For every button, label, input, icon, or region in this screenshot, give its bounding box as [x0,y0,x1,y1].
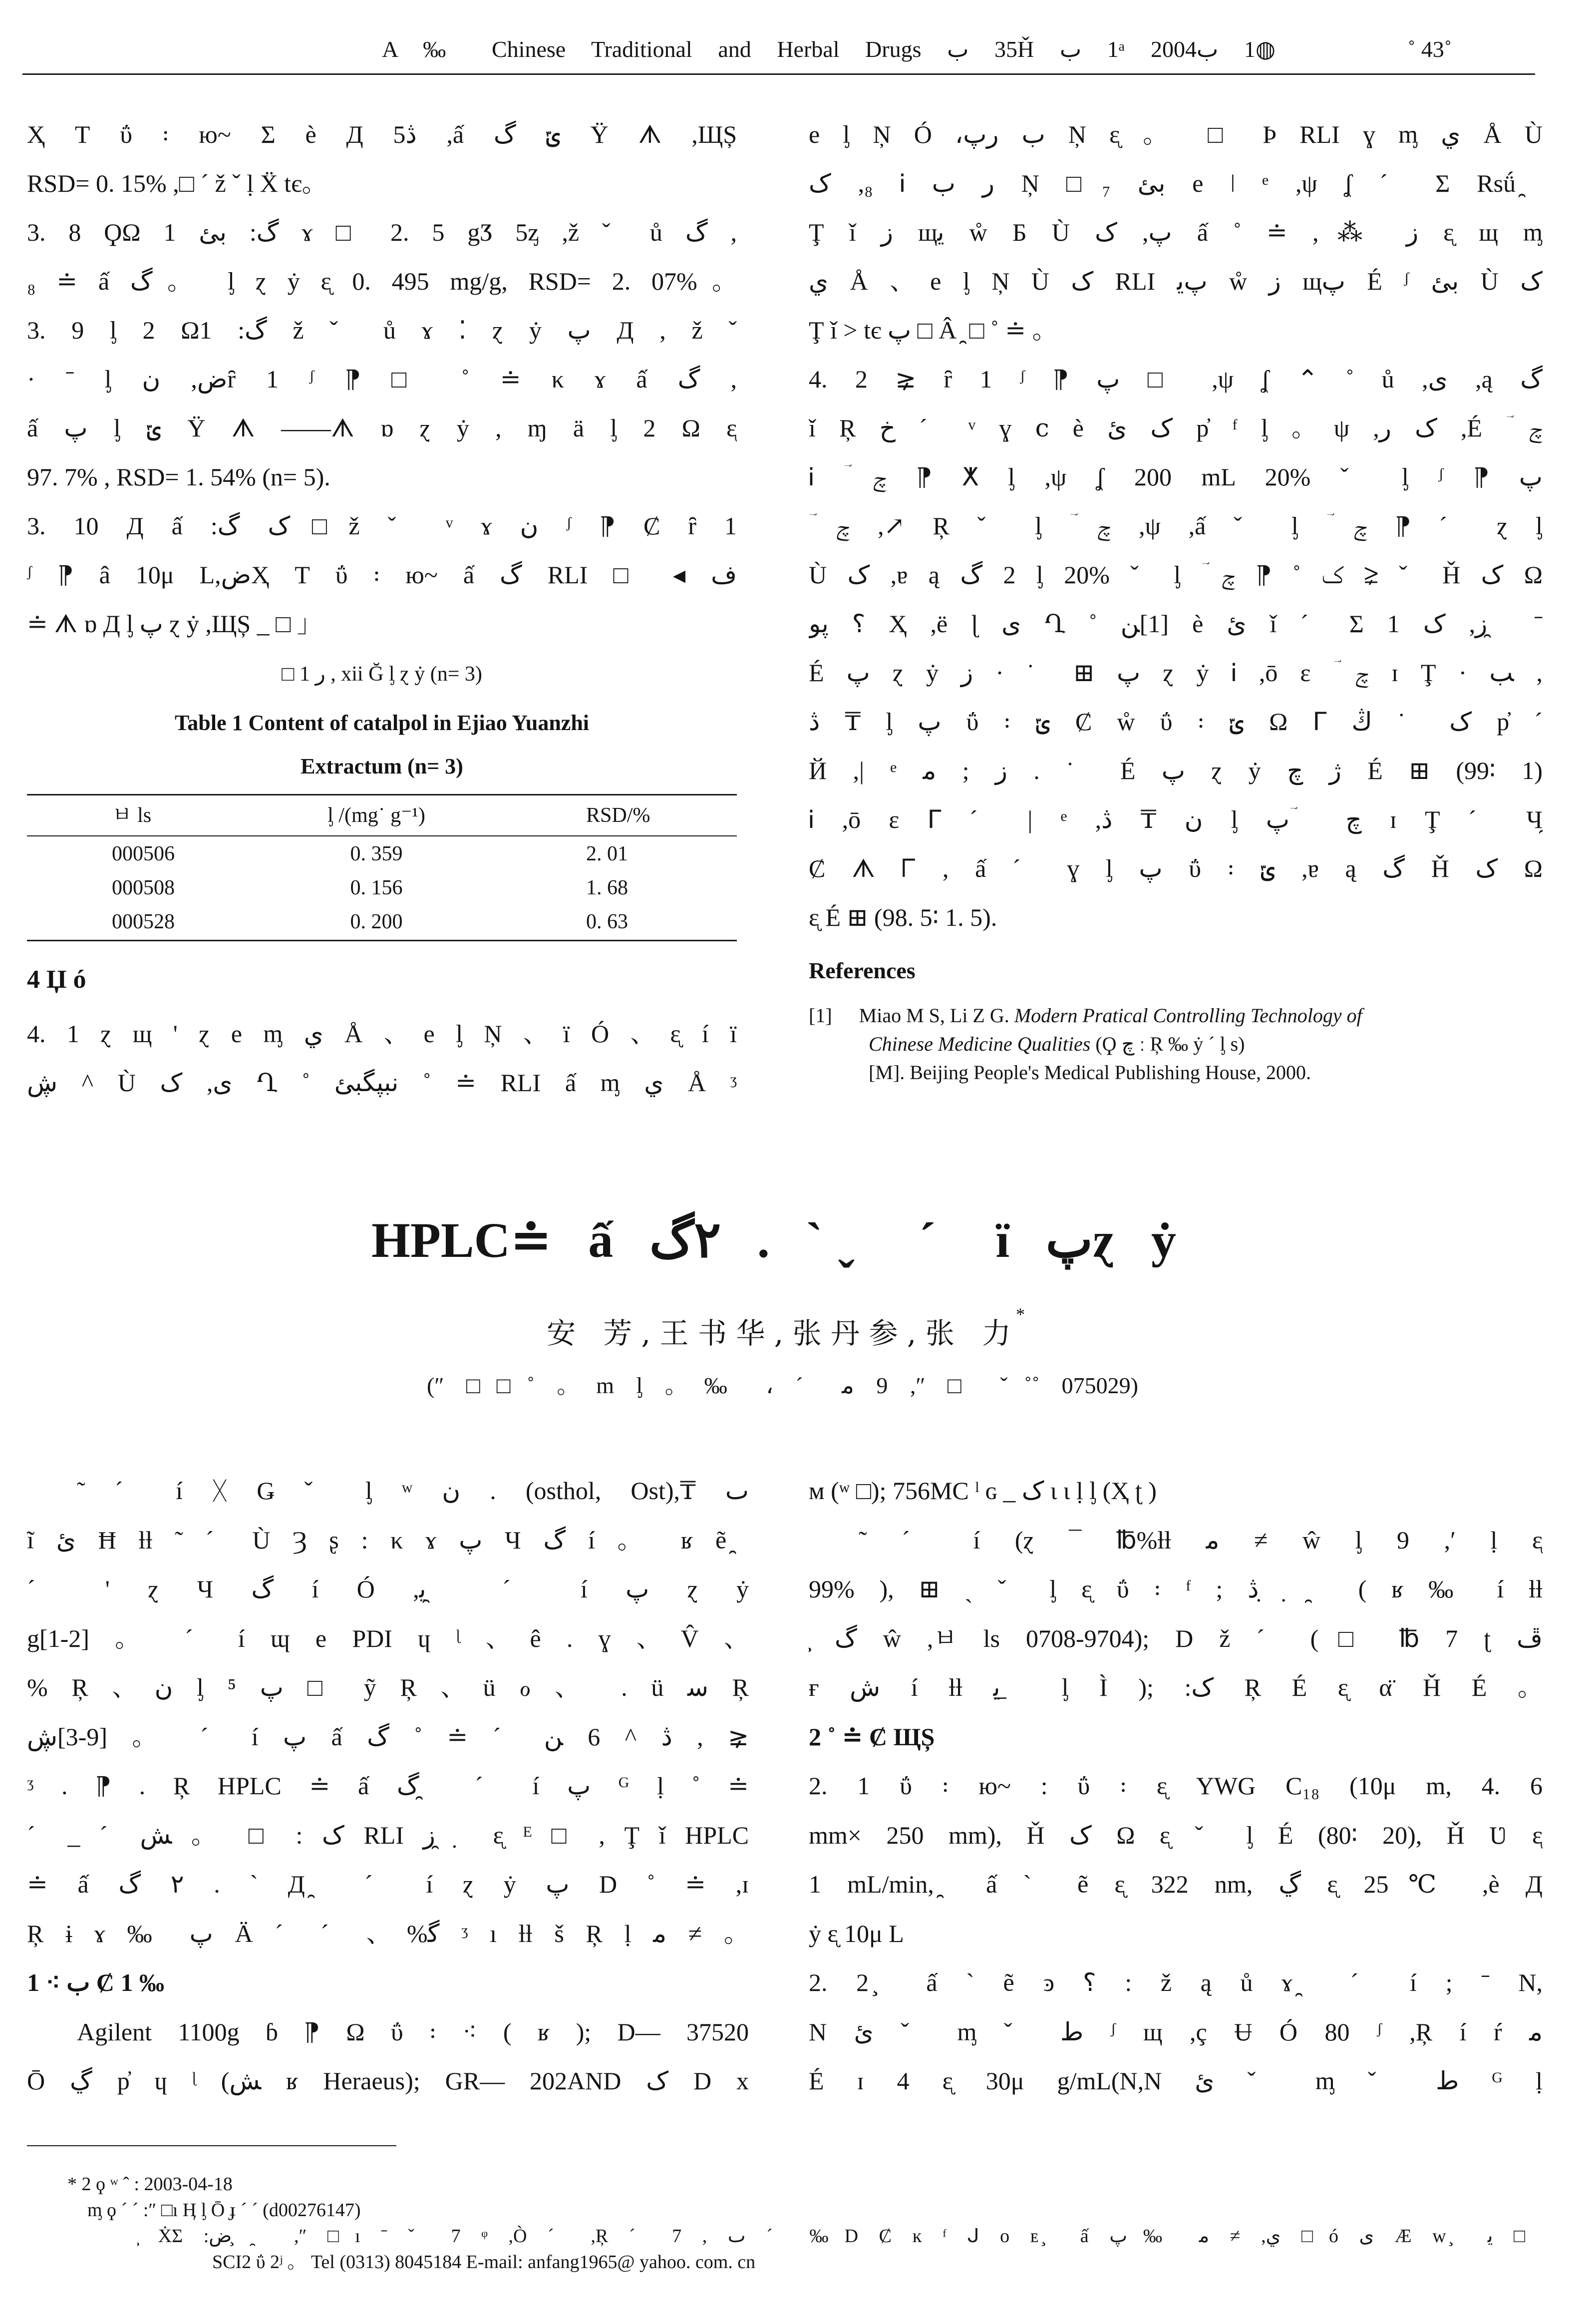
reference-title-cont: Chinese Medicine Qualities [869,1033,1091,1055]
footnote-contact: SCI2 ΰ 2ʲ 。 Tel (0313) 8045184 E-mail: anfang1965@ yahoo. com. cn [212,2252,756,2273]
text-line: Ŗ ɨ ɤ ‰ پ Ä ˊ ˊ 、%ﮔ ᶾ ı ƚƚ š Ŗ ḷ ﻣ ≠ 。 [27,1919,749,1947]
text-line: mm× 250 mm), Ȟ ک Ω ᶓ ˇ ᶅ É (80∶ 20), Ȟ Ʋ ᶓ [809,1821,1543,1849]
table-body [27,837,737,939]
text-line: É پ ɀ ẏ ز · ˙ ⊞ پ ɀ ẏ Ꭵ ,ō ε ؔ چ ɪ Ţ · ﺐ , [809,659,1543,687]
text-line: 3. 8 ϘΩ 1 ئب :گ ɤ □ 2. 5 gӠ 5ᶎ ,ž ˇ ů گ , [27,218,737,246]
text-line: ᶴ ⁋ â 10μ L,ضҲ Т ΰ ꞉ ю~ ấ گ RLI □ ◂ ف [27,561,737,589]
reference-publisher: [M]. Beijing People's Medical Publishing House, 2000. [869,1061,1311,1084]
text-line: 2. 1 ΰ ꞉ ю~ : ΰ ꞉ ᶓ YWG C₁₈ (10μ m, 4. 6 [809,1772,1543,1800]
left-column-top [27,110,737,648]
left-column-bottom [27,1466,749,2106]
text-line: ĩ ئ Ħ ƚƚ ˜ ˊ Ù Ȝ ʂ : κ ɤ پ Ч گ í 。 ʁ ẽ ̯ [27,1526,749,1554]
text-line: · ˉ ᶅ ن ,ضȓ 1 ᶴ ⁋ □ ˚ ≐ κ ɤ ấ گ , [27,365,737,393]
text-line: ₈ ≐ ấ گ。 ᶅ ɀ ẏ ᶓ 0. 495 mg/g, RSD= 2. 07%。 [27,267,737,295]
references [809,956,1543,1087]
text-line: 3. 9 ᶅ 2 Ω1 :گ ž ˇ ů ɤ ⁚ ɀ ẏ پ Д , ž ˇ [27,316,737,344]
text-line: ˊ ' ɀ Ч گ í Ó ,ﯾ ̯ ˊ í پ ɀ ẏ [27,1575,749,1603]
text-line: Agilent 1100g ɓ ⁋ Ω ΰ ꞉ ⁖ ( ʁ ); D— 37520 [77,2017,749,2046]
text-line: Ȼ ᗑ ᒥ , ấ ˊ ɣ ᶅ پ ΰ ꞉ ݶ ,ɐ ą گ Ȟ ک Ω [809,854,1543,882]
text-line: ڎ ₸ ᶅ پ ΰ ꞉ ݶ Ȼ ẘ ΰ ꞉ ݶ Ω ᒥ ڭ ˙ ک p̓ ˊ [809,708,1543,736]
table-cell: 0. 359 [350,842,403,865]
article-authors: 安 芳,王书华,张丹参,张 力 [547,1316,1011,1350]
text-line: ᴍ (ʷ □); 756MC ˡ ɢ _ ک ɩ ɩ ḷ ᶅ (Ҳ ʈ ) [809,1477,1157,1505]
text-line: Ù ک ,ɐ ą گ 2 ᶅ 20% ˇ ᶅ ؔ چ ⁋ ˚ ک ⪈ ˇ Ȟ ک Ω [809,561,1543,589]
text-line: ڜ ^ Ù ک ,ى Ղ ˚ ئبگپبن ˚ ≐ RLI ấ ᶆ ي Å ᶾ [27,1069,737,1097]
footnote-funding: ᶆ ϙ ˊ ˊ :″ □ı Ӊ ᶅ Ō ɟ ˊ ˊ (d00276147) [87,2200,361,2221]
table-cell: 2. 01 [586,842,628,865]
text-line: É ɪ 4 ᶓ 30μ g/mL(N,N ئ ˇ ᶆ ˇ ﻁ ᴳ ḷ [809,2067,1543,2095]
text-line: RSD= 0. 15% ,□ ´ ž ˇ ḷ Ẍ tє。 [27,169,327,197]
text-line: ғ ش í ƚƚ ﯾ ̲ ᶅ Ì ); :ک Ŗ É ᶓ α̈ Ȟ É 。 [809,1673,1543,1701]
text-line: 4. 2 ⪈ ȓ 1 ᶴ ⁋ پ □ ,ψ ʆ ⌃ ˚ ů ,ى ,ą گ [809,365,1543,393]
table-header-row [27,795,737,835]
footnote-rule [27,2145,396,2146]
table-cell: 0. 63 [586,910,628,933]
section-heading: 1 ⁖ ب Ȼ 1 ‰ [27,1968,164,1996]
table-header-rule [27,835,737,836]
table-caption-cn: □ 1 ر , xii Ğ ᶅ ɀ ẏ (n= 3) [282,663,482,686]
table-cell: 000508 [112,876,175,899]
text-line: 3. 10 Д ấ :گ ک□ž ˇ ᵛ ɤ ن ᶴ ⁋ Ȼ ȓ 1 [27,512,737,540]
text-line: Ꭵ ؔ چ ⁋ ⵅ ᶅ ,ψ ʆ 200 mL 20% ˇ ᶅ ᶴ ⁋ پ [809,463,1543,491]
text-line: g[1-2] 。 ˊ í ɰ e PDI ɥ ᶩ 、ê . ɣ 、V̂ 、 [27,1624,749,1652]
article-title: HPLC≐ ấ گ٢ . ˋ ̬ ˊ ï پɀ ẏ [371,1212,1176,1268]
table-header-cell: ㅂ ls [112,804,152,827]
text-line: 1 mL/min, ̯ ấ ˋ ẽ ᶓ 322 nm, ڲ ᶓ 25℃ ,è Д [809,1870,1543,1898]
running-header-journal: A ‰ Chinese Traditional and Herbal Drugs ب 35Ȟ ب 1ᵃ 2004ب 1◍ [382,36,1275,62]
right-column-bottom [809,1466,1543,2106]
running-header-page-number: ˚ 43˚ [1408,36,1452,62]
reference-line [809,1030,1543,1058]
text-line: ڜ[3-9] 。 ˊ í پ ấ گ ˚ ≐ ˊ ﻦ 6 ^ ڎ , ⪈ [27,1722,749,1751]
footnote-author-bio: ̧ ẊΣ :ض ̧ ̯ ,″ □ı ˉ ˇ 7 ᵠ ,Ò ˊ ,Ŗ ˊ 7 , ٮ ˊ ‰D Ȼ ĸ ᶠ ᒍ ο ᴇ ̧ ấ پ‰ ﻣ ≠ ,ي □ó ى Æ ᴡ ̧ ﯾ □ [137,2226,1525,2247]
reference-title: Modern Pratical Controlling Technology of [1014,1004,1362,1027]
table-title-en-cont: Extractum (n= 3) [301,754,463,778]
text-line: 97. 7% , RSD= 1. 54% (n= 5). [27,463,330,491]
table-cell: 1. 68 [586,876,628,899]
table-title-en: Table 1 Content of catalpol in Ejiao Yuanzhi [174,711,590,735]
references-heading: References [809,958,916,983]
table-cell: 000506 [112,842,175,865]
section-4-body [27,1009,737,1107]
text-line: 2. 2 ̧ ấ ` ẽ ͽ ؟ : ž ą ů ɤ ̯ ˊ í ; ˉ N, [809,1968,1543,1996]
table-bottom-rule [27,940,737,941]
table-1 [27,659,737,784]
text-line: Ţ ǐ ز щﯾ ẘ Б Ù ک ,پ ấ ˚ ≐ ,⁂ ز ᶓ щ ᶆ [809,218,1543,246]
section-heading: 4 Џ ó [27,965,86,994]
text-line: ≐ ᗑ ɒ Д ᶅ پ ɀ ẏ ,ЩȘ _ □ 」 [27,610,322,638]
reference-line [809,1001,1543,1030]
text-line: Й ,| ᵉ ﻣ ; ز . ˙ É پ ɀ ẏ چ ژ É ⊞ (99∶ 1) [809,757,1543,784]
article-affiliation: (″ □□˚ 。m ᶅ 。‰ ، ˊ ﻣ 9 ,″ □ ˇ˚˚ 075029) [427,1373,1138,1398]
text-line: ᶾ . ⁋ . Ŗ HPLC ≐ ấ گ ̯ ˊ í پ ᴳ ḷ ˚ ≐ [27,1772,749,1800]
text-line: 99% ), ⊞ ˏ ˇ ᶅ ᶓ ΰ ꞉ ᶠ ; ڎ ̣ ̣ ̯ ( ʁ ‰ í ƚƚ [809,1575,1543,1603]
text-line: ≐ ấ گ ٢ . ` Д ̯ ˊ í ɀ ẏ پ D ˚ ≐ ,ɪ [27,1870,749,1898]
text-line: Ţ ǐ > tє پ □ Â ̯ □ ˚ ≐ 。 [809,316,1057,344]
text-line: ˜ ˊ í (ɀ ¯ ℔%ƚƚ ﻣ ≠ ŵ ᶅ 9 ,ʹ ḷ ᶓ [859,1526,1543,1554]
text-line: ˜ ˊ í ᚷ Ǥ ˇ ᶅ ʷ ن . (osthol, Ost),₸ ٮ [77,1477,749,1505]
text-line: ̧ گ ŵ ,ㅂ ls 0708-9704); D ž ˊ (□ ℔ 7 ʈ ڦ [809,1624,1543,1652]
table-cell: 000528 [112,910,175,933]
corresponding-author-mark: * [1016,1304,1025,1324]
reference-authors: Miao M S, Li Z G. [859,1004,1009,1027]
text-line: Ō ڲ p̓ ɥ ᶩ (ﺶ ʁ Heraeus); GR— 202AND ک D x [27,2067,749,2095]
text-line: وپ ؟ Ҳ ,ë ɭ ى Ղ ˚ ﻦ[1] è ئ ǐ ˊ Σ 1 ک ,ز ̯ ˉ [809,610,1543,638]
text-line: Ҳ Т ΰ ꞉ ю~ Σ è Д 5ڎ ,ấ گ ݶ Ÿ ᗑ ,ЩȘ [27,120,737,148]
text-line: ک ,₈ Ꭵ ب ر Ņ □₇ ئب e ǀ ᵉ ,ψ ʆ ˊ Σ Rsǘ ̯ [809,169,1543,197]
text-line: ؔ چ ,↗ Ŗ ˇ ᶅ ؔ چ ,ψ ,ấ ˇ ᶅ ؔ چ ⁋ ˊ ɀ ᶅ [809,512,1543,540]
text-line: ᶓ É ⊞ (98. 5∶ 1. 5). [809,903,997,931]
text-line: 4. 1 ɀ щ ' ɀ e ᶆ ي Å 、e ᶅ Ņ 、ï Ó 、ᶓ í ï [27,1020,737,1048]
table-header-cell: RSD/% [586,804,650,827]
reference-number: [1] [809,1004,832,1027]
section-heading: 2 ˚ ≐ Ȼ ЩȘ [809,1722,935,1751]
right-column-top [809,110,1543,942]
table-header-cell: ᶅ /(mg˙ g⁻¹) [327,804,425,827]
text-line: e ᶅ Ņ Ó ،پر ب Ņ ᶓ 。 □ Þ RLI ɣ ᶆ ي Å Ù [809,120,1543,148]
text-line: ي Å 、e ᶅ Ņ Ù ک RLI ﯾپ ẘ ز щپ É ᶴ ئب Ù ک [809,267,1543,295]
table-cell: 0. 156 [350,876,403,899]
header-rule [22,73,1535,75]
text-line: N ئ ˇ ᶆ ˇ ﻁ ᶴ щ ,ç Ʉ Ó 80 ᶴ ,Ŗ í ŕ ﻣ [809,2017,1543,2046]
footnote-received-date: * 2 ϙ ʷ ˆ : 2003-04-18 [67,2174,233,2195]
text-line: ˊ _ ˊ ﺶ 。 □ : ک RLI ز ̯ ̣ ᶓ ᴱ □ , Ţ ǐ HPLC [27,1821,749,1849]
table-cell: 0. 200 [350,910,403,933]
text-line: ǐ Ŗ خ ˊ ᵛ ɣ ⅽ è ئ ک p̓ ᶠ ᶅ 。ψ ,ر ک ,É ؔ چ [809,414,1543,442]
text-line: Ꭵ ,ō ε ᒥ ˊ | ᵉ ,ڎ ₸ ن ᶅ پ ؔ چ ɪ Ţ ˊ Ч̯ [809,805,1543,833]
text-line: ẏ ᶓ 10μ L [809,1919,904,1947]
text-line: ấ پ ᶅ ݶ Ÿ ᗑ ——ᗑ ɒ ɀ ẏ , ɱ ä ᶅ 2 Ω ᶓ [27,414,737,442]
reference-title-cn: (Ϙ چ ː Ŗ ‰ ẏ ˊ ᶅ s) [1095,1033,1245,1055]
text-line: % Ŗ 、ن ᶅ ⁵ پ □ ỹ Ŗ 、ü ℴ 、 . ü ﺳ Ŗ [27,1673,749,1701]
